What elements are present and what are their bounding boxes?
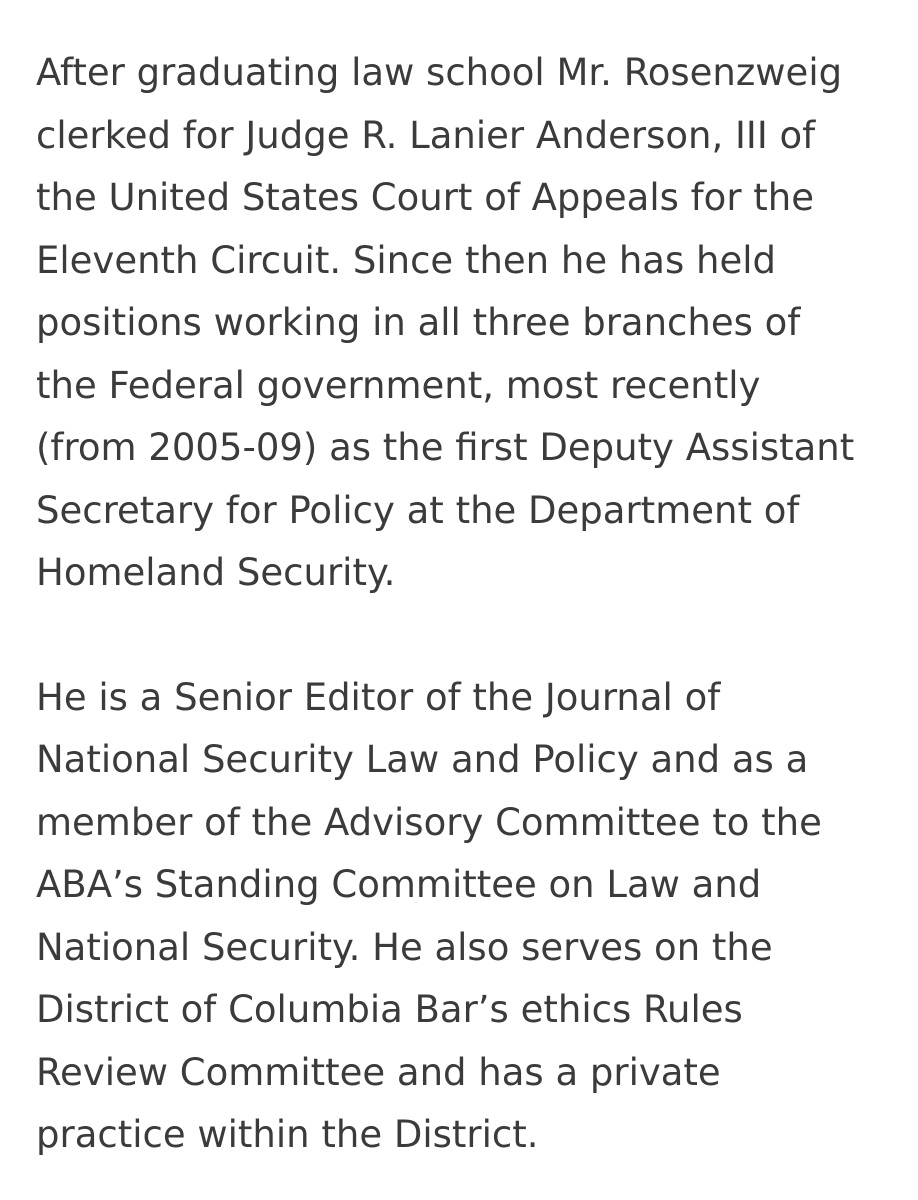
text-line: the United States Court of Appeals for the	[36, 176, 815, 219]
text-line: (from 2005-09) as the first Deputy Assistant	[36, 426, 855, 469]
text-line: Secretary for Policy at the Department of	[36, 488, 800, 532]
text-line: He is a Senior Editor of the Journal of	[36, 675, 721, 719]
text-line: After graduating law school Mr. Rosenzweig	[36, 51, 843, 94]
text-line: member of the Advisory Committee to the	[36, 800, 822, 844]
text-line: ABA’s Standing Committee on Law and	[36, 863, 762, 906]
text-line: District of Columbia Bar’s ethics Rules	[36, 988, 743, 1031]
text-line: Homeland Security.	[36, 551, 396, 594]
text-line: the Federal government, most recently	[36, 363, 761, 407]
paragraph-career	[36, 42, 888, 605]
text-line: practice within the District.	[36, 1113, 539, 1156]
text-line: National Security. He also serves on the	[36, 925, 773, 969]
text-line: clerked for Judge R. Lanier Anderson, III of	[36, 113, 816, 157]
text-line: positions working in all three branches of	[36, 301, 801, 344]
text-line: National Security Law and Policy and as a	[36, 738, 809, 781]
text-line: Eleventh Circuit. Since then he has held	[36, 238, 776, 282]
paragraph-affiliations	[36, 667, 888, 1167]
text-line: Review Committee and has a private	[36, 1050, 721, 1094]
